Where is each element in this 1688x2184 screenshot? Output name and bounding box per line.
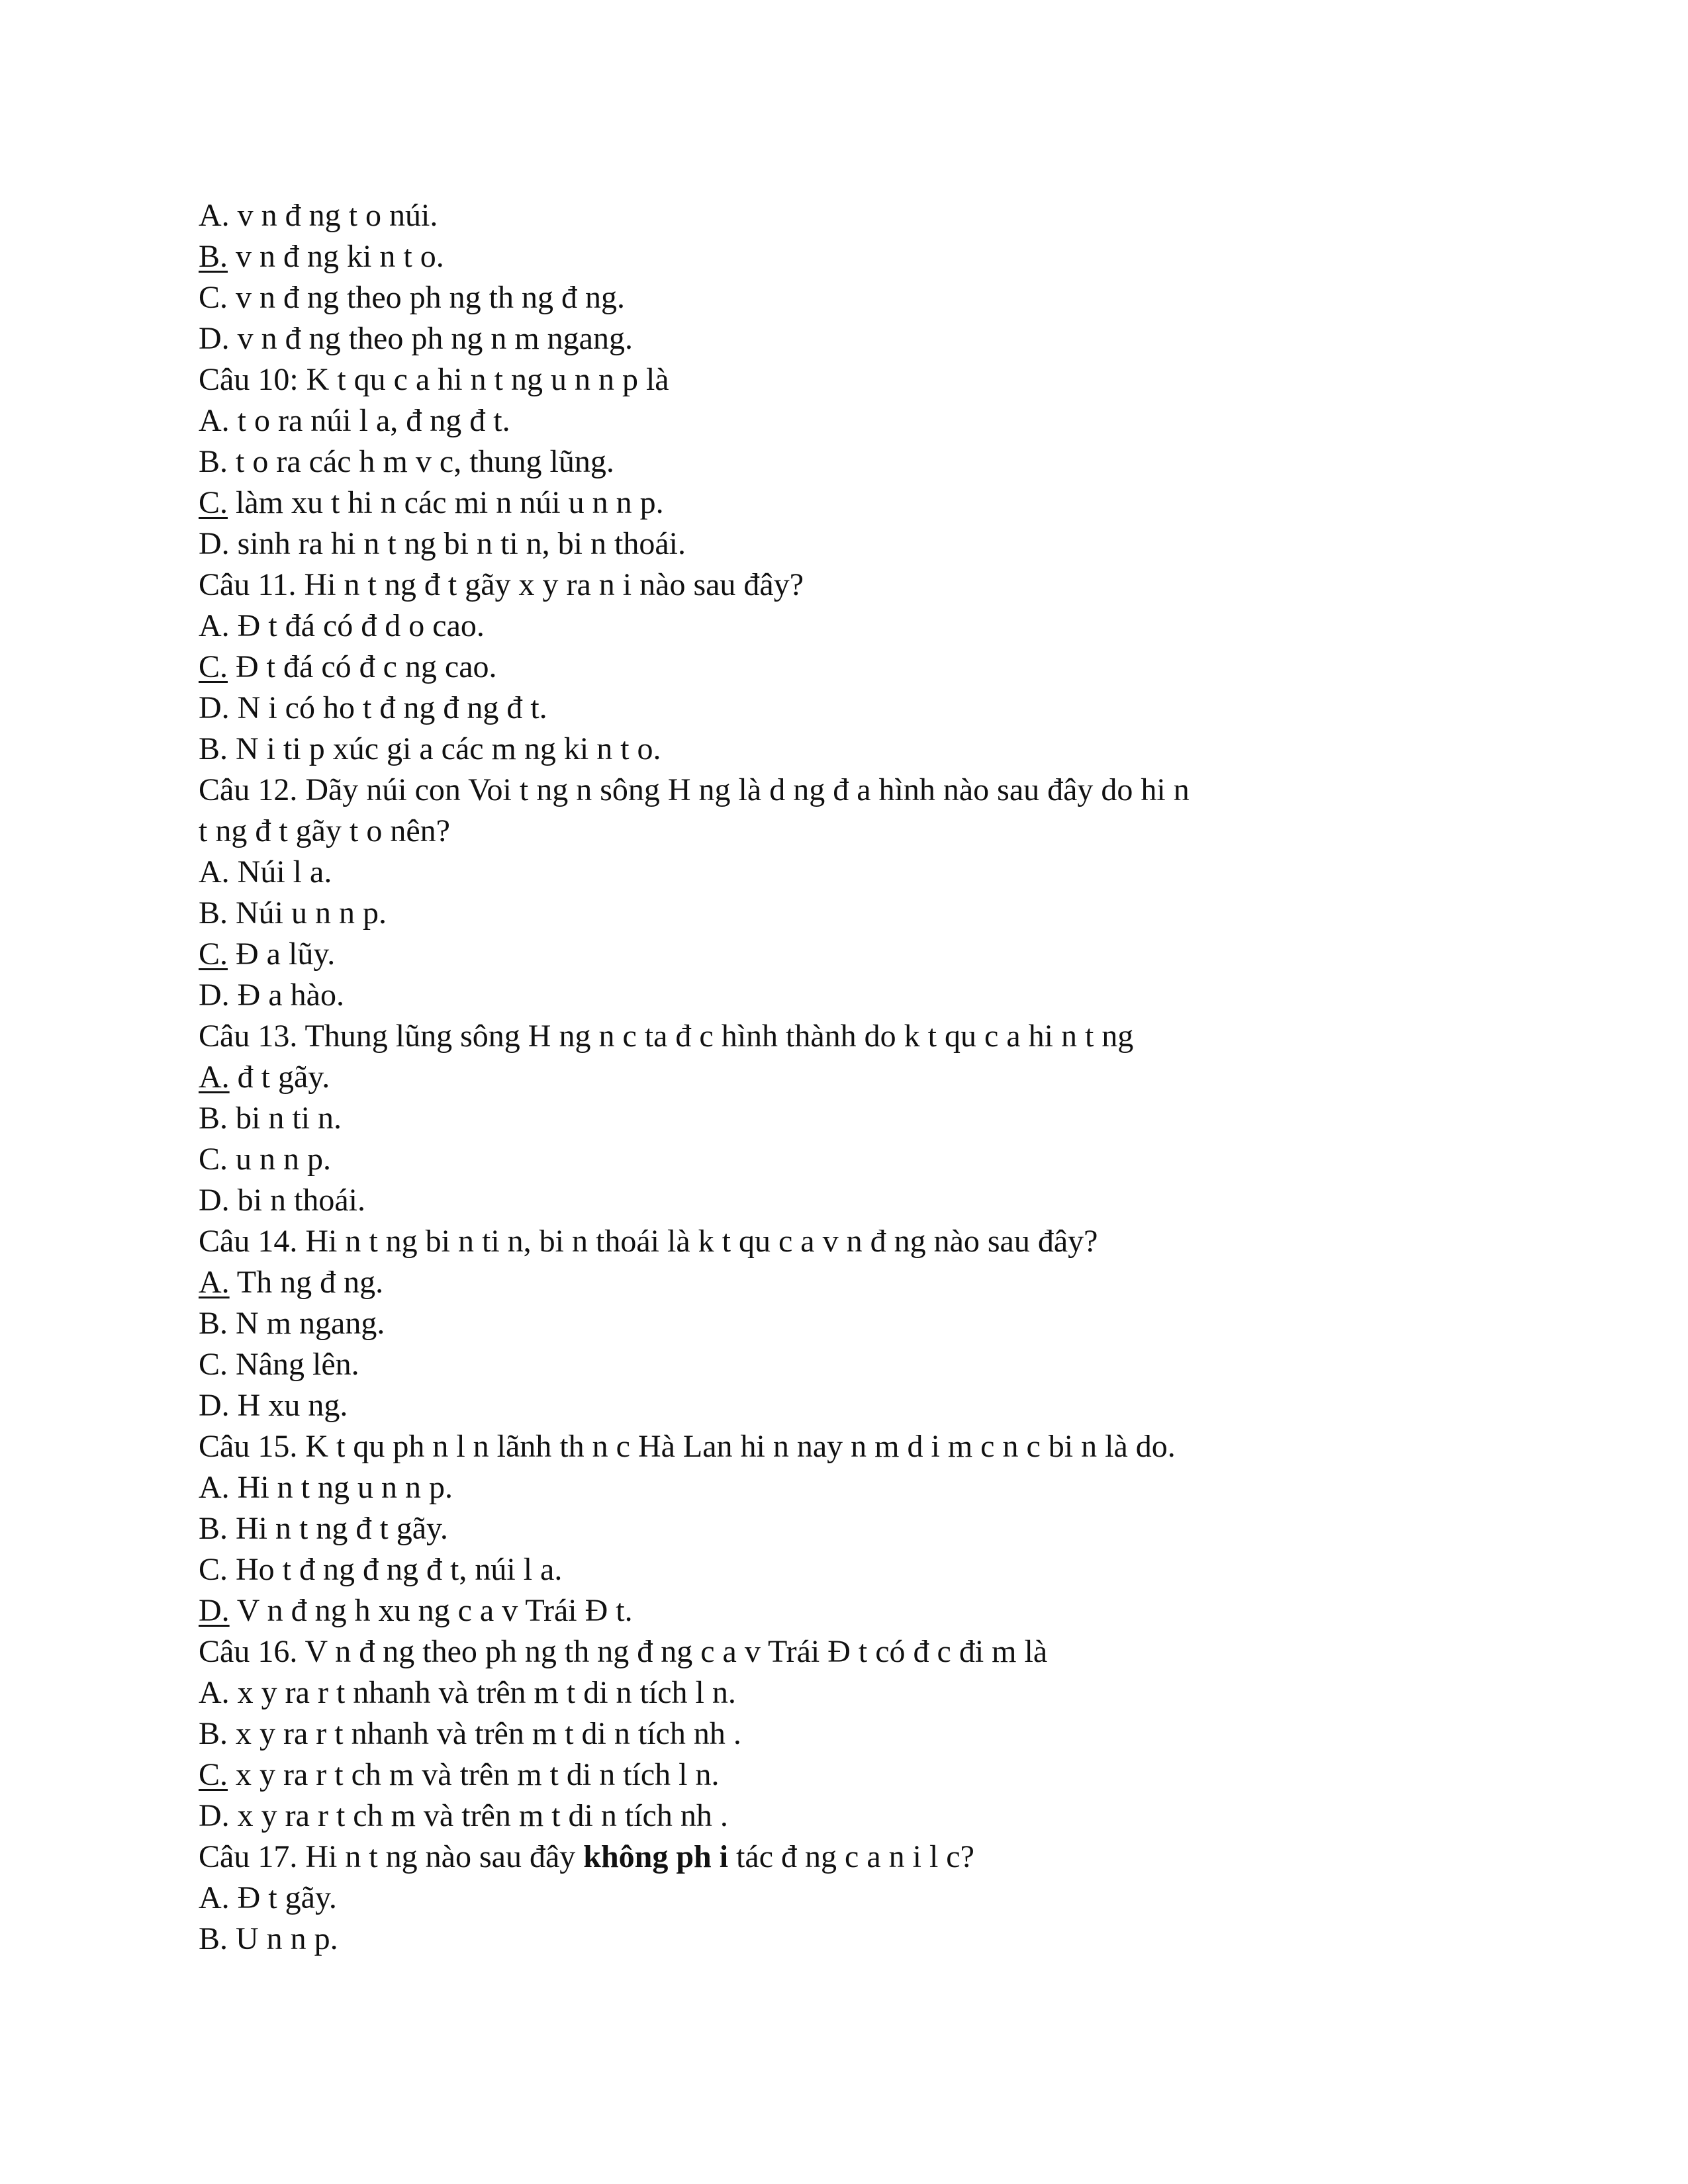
answer-letter: D. — [199, 1798, 230, 1833]
answer-letter: A. — [199, 608, 230, 643]
answer-letter: C. — [199, 280, 228, 315]
answer-option — [199, 1754, 1523, 1796]
answer-text: V n đ ng h xu ng c a v Trái Đ t. — [229, 1593, 633, 1628]
answer-option — [199, 1590, 1523, 1631]
answer-text: Núi u n n p. — [228, 895, 387, 931]
answer-text: v n đ ng t o núi. — [229, 198, 438, 233]
answer-letter: B. — [199, 1921, 228, 1956]
answer-text: x y ra r t nhanh và trên m t di n tích nh . — [228, 1716, 741, 1751]
question-text — [199, 811, 1523, 852]
correct-answer-letter: C. — [199, 936, 228, 972]
answer-letter: C. — [199, 1142, 228, 1177]
answer-option — [199, 1919, 1523, 1960]
answer-text: Hi n t ng u n n p. — [229, 1470, 453, 1505]
answer-text: t o ra núi l a, đ ng đ t. — [229, 403, 510, 438]
answer-letter: C. — [199, 1347, 228, 1382]
question-emphasis: không ph i — [583, 1839, 729, 1874]
answer-option — [199, 852, 1523, 893]
answer-letter: B. — [199, 1511, 228, 1546]
answer-text: Đ t đá có đ d o cao. — [229, 608, 485, 643]
question-text — [199, 359, 1523, 400]
answer-text: Hi n t ng đ t gãy. — [228, 1511, 448, 1546]
answer-text: Núi l a. — [229, 854, 332, 889]
answer-text: Nâng lên. — [228, 1347, 359, 1382]
answer-text: Đ t đá có đ c ng cao. — [228, 649, 497, 684]
answer-text: v n đ ng theo ph ng th ng đ ng. — [228, 280, 625, 315]
answer-option — [199, 1878, 1523, 1919]
answer-option — [199, 1262, 1523, 1303]
answer-option — [199, 975, 1523, 1016]
correct-answer-letter: A. — [199, 1060, 230, 1095]
answer-text: Ho t đ ng đ ng đ t, núi l a. — [228, 1552, 563, 1587]
answer-option — [199, 1139, 1523, 1180]
answer-text: U n n p. — [228, 1921, 338, 1956]
correct-answer-letter: C. — [199, 485, 228, 520]
answer-text: N i ti p xúc gi a các m ng ki n t o. — [228, 731, 661, 766]
answer-letter: C. — [199, 1552, 228, 1587]
answer-letter: D. — [199, 526, 230, 561]
answer-letter: A. — [199, 198, 230, 233]
answer-option — [199, 647, 1523, 688]
answer-option — [199, 1672, 1523, 1713]
answer-option — [199, 523, 1523, 565]
answer-option — [199, 688, 1523, 729]
answer-option — [199, 482, 1523, 523]
answer-option — [199, 195, 1523, 236]
answer-text: N i có ho t đ ng đ ng đ t. — [229, 690, 547, 725]
answer-letter: A. — [199, 1880, 230, 1915]
answer-option — [199, 1344, 1523, 1385]
correct-answer-letter: C. — [199, 649, 228, 684]
answer-option — [199, 934, 1523, 975]
answer-text: v n đ ng ki n t o. — [228, 239, 444, 274]
answer-text: H xu ng. — [229, 1388, 348, 1423]
answer-option — [199, 729, 1523, 770]
question-text — [199, 1631, 1523, 1672]
answer-text: bi n thoái. — [229, 1183, 365, 1218]
answer-option — [199, 1796, 1523, 1837]
answer-text: bi n ti n. — [228, 1101, 342, 1136]
question-text-part: tác đ ng c a n i l c? — [728, 1839, 974, 1874]
answer-letter: D. — [199, 1183, 230, 1218]
answer-letter: A. — [199, 854, 230, 889]
answer-text: Đ a lũy. — [228, 936, 336, 972]
answer-option — [199, 1467, 1523, 1508]
answer-option — [199, 1098, 1523, 1139]
question-text — [199, 770, 1523, 811]
answer-letter: B. — [199, 1101, 228, 1136]
answer-letter: B. — [199, 1306, 228, 1341]
correct-answer-letter: B. — [199, 239, 228, 274]
correct-answer-letter: C. — [199, 1757, 228, 1792]
answer-text: N m ngang. — [228, 1306, 385, 1341]
answer-letter: D. — [199, 1388, 230, 1423]
answer-option — [199, 1057, 1523, 1098]
answer-option — [199, 1549, 1523, 1590]
answer-letter: B. — [199, 444, 228, 479]
correct-answer-letter: A. — [199, 1265, 230, 1300]
answer-option — [199, 1713, 1523, 1754]
answer-letter: D. — [199, 690, 230, 725]
answer-text: Th ng đ ng. — [229, 1265, 384, 1300]
answer-letter: B. — [199, 1716, 228, 1751]
answer-text: Đ a hào. — [229, 978, 344, 1013]
answer-text: đ t gãy. — [229, 1060, 330, 1095]
question-line: Câu 12. Dãy núi con Voi t ng n sông H ng là d ng đ a hình nào sau đây do hi n — [199, 772, 1190, 807]
question-line: Câu 16. V n đ ng theo ph ng th ng đ ng c a v Trái Đ t có đ c đi m là — [199, 1634, 1048, 1669]
document-page — [199, 195, 1523, 1960]
answer-option — [199, 1508, 1523, 1549]
question-line: Câu 13. Thung lũng sông H ng n c ta đ c hình thành do k t qu c a hi n t ng — [199, 1019, 1134, 1054]
question-text — [199, 1837, 1523, 1878]
answer-text: x y ra r t nhanh và trên m t di n tích l n. — [229, 1675, 736, 1710]
correct-answer-letter: D. — [199, 1593, 230, 1628]
answer-option — [199, 1385, 1523, 1426]
answer-text: t o ra các h m v c, thung lũng. — [228, 444, 614, 479]
answer-letter: B. — [199, 731, 228, 766]
answer-letter: B. — [199, 895, 228, 931]
answer-option — [199, 400, 1523, 441]
question-text — [199, 1221, 1523, 1262]
answer-letter: A. — [199, 1470, 230, 1505]
question-line: Câu 10: K t qu c a hi n t ng u n n p là — [199, 362, 669, 397]
answer-option — [199, 277, 1523, 318]
answer-text: u n n p. — [228, 1142, 332, 1177]
answer-letter: A. — [199, 403, 230, 438]
answer-option — [199, 1180, 1523, 1221]
answer-text: x y ra r t ch m và trên m t di n tích nh . — [229, 1798, 728, 1833]
question-line: Câu 14. Hi n t ng bi n ti n, bi n thoái là k t qu c a v n đ ng nào sau đây? — [199, 1224, 1098, 1259]
answer-letter: D. — [199, 978, 230, 1013]
answer-option — [199, 606, 1523, 647]
answer-option — [199, 236, 1523, 277]
question-line: Câu 11. Hi n t ng đ t gãy x y ra n i nào sau đây? — [199, 567, 804, 602]
question-line: Câu 15. K t qu ph n l n lãnh th n c Hà Lan hi n nay n m d i m c n c bi n là do. — [199, 1429, 1176, 1464]
question-text-part: Câu 17. Hi n t ng nào sau đây — [199, 1839, 584, 1874]
answer-option — [199, 1303, 1523, 1344]
answer-option — [199, 441, 1523, 482]
answer-text: sinh ra hi n t ng bi n ti n, bi n thoái. — [229, 526, 686, 561]
answer-text: làm xu t hi n các mi n núi u n n p. — [228, 485, 664, 520]
answer-option — [199, 893, 1523, 934]
answer-text: x y ra r t ch m và trên m t di n tích l n. — [228, 1757, 720, 1792]
question-text — [199, 1426, 1523, 1467]
question-line: t ng đ t gãy t o nên? — [199, 813, 450, 848]
question-text — [199, 565, 1523, 606]
answer-text: Đ t gãy. — [229, 1880, 337, 1915]
answer-letter: D. — [199, 321, 230, 356]
answer-text: v n đ ng theo ph ng n m ngang. — [229, 321, 633, 356]
question-text — [199, 1016, 1523, 1057]
answer-option — [199, 318, 1523, 359]
answer-letter: A. — [199, 1675, 230, 1710]
